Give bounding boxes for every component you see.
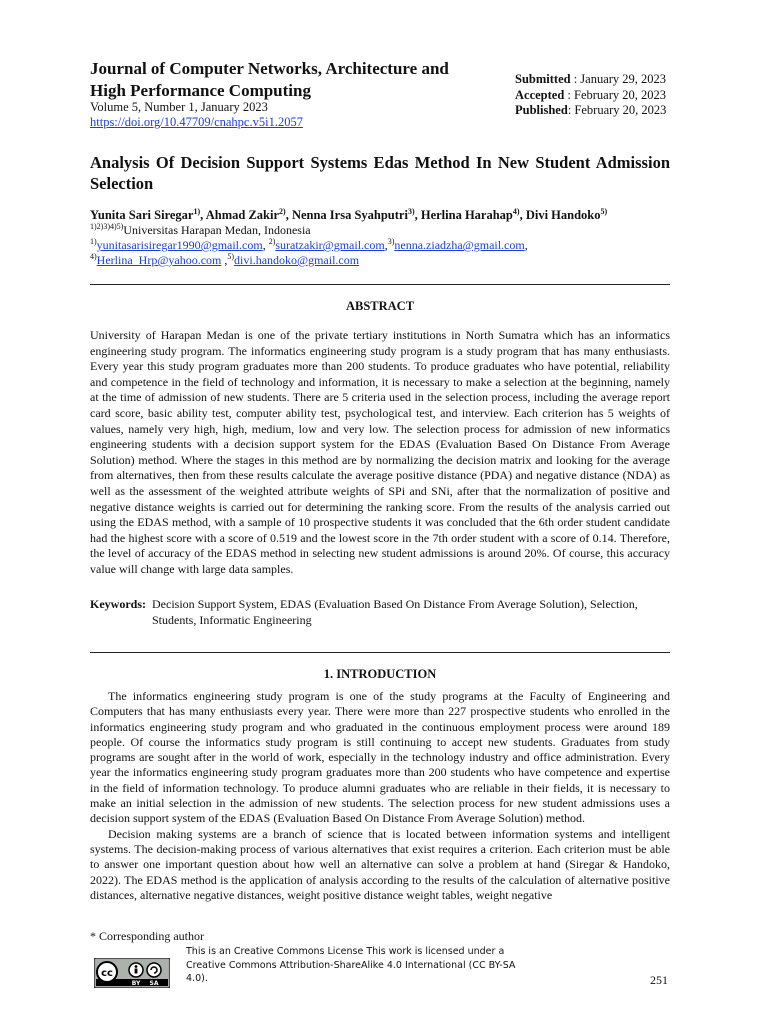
keywords-text: Decision Support System, EDAS (Evaluation Based On Distance From Average Solution), Selection, Students, Informatic Engineering <box>152 597 638 627</box>
author: Herlina Harahap <box>420 208 513 222</box>
author: Nenna Irsa Syahputri <box>291 208 408 222</box>
author: Divi Handoko <box>525 208 601 222</box>
doi-link[interactable]: https://doi.org/10.47709/cnahpc.v5i1.2057 <box>90 115 303 129</box>
email-link[interactable]: divi.handoko@gmail.com <box>234 253 360 267</box>
paper-title: Analysis Of Decision Support Systems Edas Method In New Student Admission Selection <box>90 153 670 193</box>
submitted-date: : January 29, 2023 <box>570 72 667 86</box>
affiliation: $^{1)2)3)4)5)}$Universitas Harapan Medan, Indonesia <box>90 222 311 237</box>
svg-text:cc: cc <box>101 968 113 979</box>
cc-sa-label: SA <box>149 980 159 987</box>
journal-header <box>90 58 670 130</box>
abstract-text: University of Harapan Medan is one of the private tertiary institutions in North Sumatra which has an informatics engineering study program. The informatics engineering study program is a study program that has many enthusiasts. Every year this study program graduates more than 200 students. To produce graduates who have potential, reliability and competence in the field of technology and information, it is necessary to make a selection at the beginning, namely at the time of admission of new students. There are 5 criteria used in the selection process, including the average report card score, basic ability test, computer ability test, psychological test, and interview. Each criterion has 5 weights of values, namely very high, high, medium, low and very low. The selection process for admission of new informatics engineering students with a decision support system for the EDAS (Evaluation Based On Distance From Average Solution) method. Where the stages in this method are by normalizing the decision matrix and looking for the average from alternatives, then from these results calculate the average positive distance (PDA) and negative distance (NDA) as well as the assessment of the weighted attribute weights of SPi and SNi, after that the normalization of positive and negative distance weights is carried out for determining the ranking score. From the results of the analysis carried out using the EDAS method, with a sample of 10 prospective students it was concluded that the 6th order student candidate had the highest score with a score of 0.519 and the lowest score in the 7th order student with a score of 0.14. Therefore, the level of accuracy of the EDAS method in selecting new student admissions is around 20%. Of course, this accuracy value will change with large data samples. <box>90 328 670 576</box>
author: Ahmad Zakir <box>205 208 280 222</box>
introduction-body <box>90 689 670 903</box>
published-label: Published <box>515 103 568 117</box>
license-text: This is an Creative Commons License This work is licensed under a Creative Commons Attribution-ShareAlike 4.0 International (CC BY-SA 4.0). <box>186 946 516 984</box>
email-link[interactable]: Herlina_Hrp@yahoo.com <box>96 253 222 267</box>
paragraph: Decision making systems are a branch of science that is located between information systems and intelligent systems. The decision-making process of various alternatives that exist requires a criterion. Each criterion must be able to answer one important question about how well an alternative can solve a problem at hand (Siregar & Handoko, 2022). The EDAS method is the application of analysis according to the results of the calculation of alternative positive distances, alternative negative distances, weight positive distance weight tables, weight negative <box>90 826 670 902</box>
author-emails: $^{1)}$yunitasarisiregar1990@gmail.com, $^{2)}$suratzakir@gmail.com,$^{3)}$nenna.ziadzha@gmail.com, $^{4)}$Herlina_Hrp@yahoo.com ,$^{5)}$divi.handoko@gmail.com <box>90 237 528 267</box>
publication-dates <box>515 72 675 119</box>
published-date: : February 20, 2023 <box>567 103 667 117</box>
journal-volume: Volume 5, Number 1, January 2023 <box>90 100 268 114</box>
author: Yunita Sari Siregar <box>90 208 194 222</box>
journal-title: Journal of Computer Networks, Architecture and High Performance Computing <box>90 59 449 100</box>
author-list: Yunita Sari Siregar$^{1)}$, Ahmad Zakir$^{2)}$, Nenna Irsa Syahputri$^{3)}$, Herlina Harahap$^{4)}$, Divi Handoko$^{5)}$ <box>90 206 608 222</box>
section-heading: 1. INTRODUCTION <box>323 667 437 681</box>
divider <box>90 652 670 653</box>
abstract-heading: ABSTRACT <box>345 299 415 313</box>
cc-by-sa-badge <box>94 958 170 988</box>
cc-by-label: BY <box>131 980 141 987</box>
accepted-label: Accepted <box>515 87 565 102</box>
divider <box>90 284 670 285</box>
page-number: 251 <box>650 973 668 987</box>
keywords-label: Keywords: <box>90 597 146 611</box>
accepted-date: : February 20, 2023 <box>564 87 667 102</box>
corresponding-author-note: * Corresponding author <box>90 929 204 943</box>
submitted-label: Submitted <box>515 72 571 86</box>
email-link[interactable]: yunitasarisiregar1990@gmail.com <box>96 238 263 252</box>
paragraph: The informatics engineering study program is one of the study programs at the Faculty of Engineering and Computers that has many enthusiasts every year. There were more than 227 prospective students who enrolled in the informatics engineering study program and who graduated in the continuous employment process were around 189 people. Of course the informatics study program is still continuing to accept new students. Graduates from study programs are sought after in the world of work, especially in the technology industry and office administration. Every year the informatics engineering study program graduates more than 200 students who have competence and expertise in the field of information technology. To produce alumni graduates who are reliable in their fields, it is necessary to make an initial selection in the admission of new students. The selection process for new student admissions uses a decision support system of the EDAS (Evaluation Based On Distance From Average Solution) method. <box>90 689 670 826</box>
paper-page <box>90 0 670 1024</box>
keywords <box>90 597 670 628</box>
email-link[interactable]: nenna.ziadzha@gmail.com <box>394 238 525 252</box>
email-link[interactable]: suratzakir@gmail.com <box>275 238 385 252</box>
